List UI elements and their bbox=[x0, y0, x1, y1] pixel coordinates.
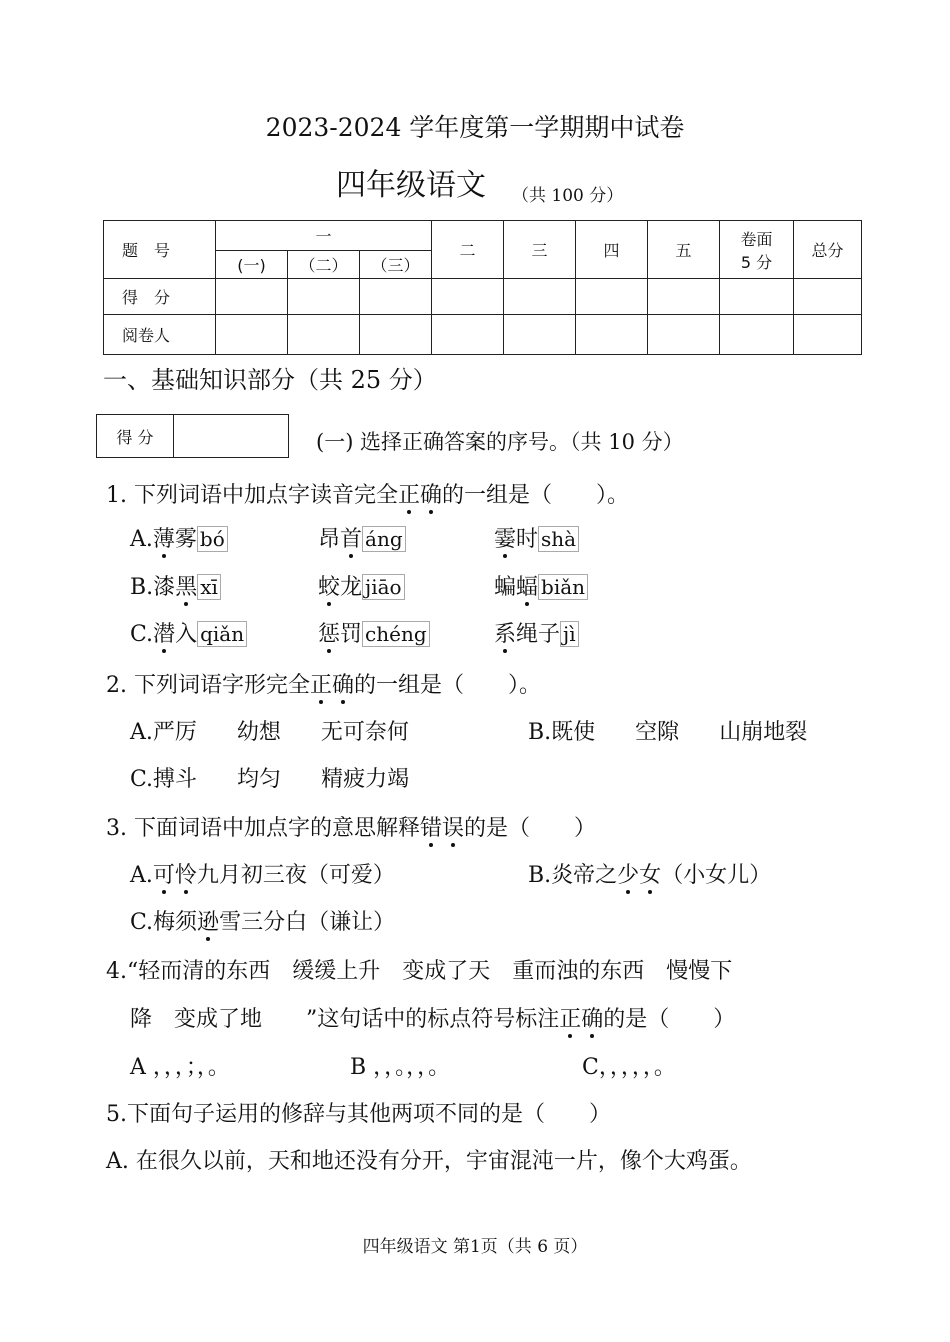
reviewer-cell[interactable] bbox=[504, 315, 576, 355]
q4-stem-line1: 4.“轻而清的东西 缓缓上升 变成了天 重而浊的东西 慢慢下 bbox=[106, 959, 733, 984]
reviewer-cell[interactable] bbox=[794, 315, 862, 355]
score-cell[interactable] bbox=[288, 279, 360, 315]
q2-option-c[interactable]: C.搏斗 均匀 精疲力竭 bbox=[130, 767, 410, 792]
q1-b-word-2: 蛟龙 jiāo bbox=[318, 570, 405, 601]
neatness-label: 卷面 bbox=[740, 229, 773, 249]
reviewer-cell[interactable] bbox=[576, 315, 648, 355]
total-points-note: （共 100 分） bbox=[512, 186, 624, 206]
pinyin: áng bbox=[362, 526, 406, 552]
q5-stem: 5.下面句子运用的修辞与其他两项不同的是（ ） bbox=[106, 1102, 611, 1127]
header-part-1: 一 bbox=[216, 221, 432, 251]
section-1-title: 一、基础知识部分（共 25 分） bbox=[103, 366, 437, 394]
score-cell[interactable] bbox=[720, 279, 794, 315]
pinyin: bó bbox=[197, 526, 228, 552]
score-cell[interactable] bbox=[504, 279, 576, 315]
q5-option-a[interactable]: A. 在很久以前，天和地还没有分开，宇宙混沌一片，像个大鸡蛋。 bbox=[106, 1149, 752, 1174]
pinyin: shà bbox=[538, 526, 579, 552]
score-cell[interactable] bbox=[432, 279, 504, 315]
q2-stem: 2. 下列词语字形完全正确的一组是（ ）。 bbox=[106, 673, 542, 698]
row-reviewer-label: 阅卷人 bbox=[104, 315, 216, 355]
row-score-label: 得 分 bbox=[104, 279, 216, 315]
header-part-2: 二 bbox=[432, 221, 504, 279]
part-1-title: (一) 选择正确答案的序号。（共 10 分） bbox=[316, 430, 684, 454]
page-footer: 四年级语文 第1页（共 6 页） bbox=[362, 1237, 588, 1257]
q2-option-a[interactable]: A.严厉 幼想 无可奈何 bbox=[130, 720, 409, 745]
q1-option-c[interactable]: C.潜入 qiǎn bbox=[130, 617, 247, 648]
q4-option-a[interactable]: A ，，，；，。 bbox=[130, 1055, 230, 1080]
header-part-4: 四 bbox=[576, 221, 648, 279]
pinyin: xī bbox=[197, 574, 221, 600]
header-sub-1: (一) bbox=[216, 251, 288, 279]
q1-c-word-3: 系绳子 jì bbox=[494, 617, 579, 648]
header-sub-2: （二） bbox=[288, 251, 360, 279]
section-score-label: 得 分 bbox=[97, 415, 174, 457]
exam-subject: 四年级语文 bbox=[336, 168, 486, 203]
q2-option-b[interactable]: B.既使 空隙 山崩地裂 bbox=[528, 720, 808, 745]
q1-b-word-3: 蝙蝠 biǎn bbox=[494, 570, 588, 601]
reviewer-cell[interactable] bbox=[432, 315, 504, 355]
q1-a-word-2: 昂首 áng bbox=[318, 522, 406, 553]
pinyin: jì bbox=[560, 621, 579, 647]
exam-title: 2023-2024 学年度第一学期期中试卷 bbox=[265, 113, 685, 142]
q4-option-c[interactable]: C，，，，，。 bbox=[582, 1055, 676, 1080]
reviewer-cell[interactable] bbox=[288, 315, 360, 355]
section-score-box bbox=[96, 414, 289, 458]
pinyin: qiǎn bbox=[197, 621, 247, 647]
reviewer-cell[interactable] bbox=[216, 315, 288, 355]
pinyin: chéng bbox=[362, 621, 430, 647]
q4-stem-line2: 降 变成了地 ”这句话中的标点符号标注正确的是（ ） bbox=[130, 1007, 736, 1032]
pinyin: biǎn bbox=[538, 574, 588, 600]
score-cell[interactable] bbox=[576, 279, 648, 315]
q1-c-word-2: 惩罚 chéng bbox=[318, 617, 430, 648]
q1-option-b[interactable]: B.漆黑 xī bbox=[130, 570, 221, 601]
header-part-3: 三 bbox=[504, 221, 576, 279]
header-neatness bbox=[720, 221, 794, 279]
q3-option-c[interactable]: C.梅须逊雪三分白（谦让） bbox=[130, 910, 396, 935]
reviewer-cell[interactable] bbox=[648, 315, 720, 355]
q1-option-a[interactable]: A.薄雾 bó bbox=[130, 522, 228, 553]
q3-option-a[interactable]: A.可怜九月初三夜（可爱） bbox=[130, 863, 395, 888]
pinyin: jiāo bbox=[362, 574, 405, 600]
neatness-points: 5 分 bbox=[740, 252, 773, 272]
score-cell[interactable] bbox=[360, 279, 432, 315]
q4-option-b[interactable]: B ，，。，，。 bbox=[350, 1055, 451, 1080]
header-question-no: 题 号 bbox=[104, 221, 216, 279]
reviewer-cell[interactable] bbox=[720, 315, 794, 355]
q1-a-word-3: 霎时 shà bbox=[494, 522, 579, 553]
score-cell[interactable] bbox=[648, 279, 720, 315]
reviewer-cell[interactable] bbox=[360, 315, 432, 355]
header-part-5: 五 bbox=[648, 221, 720, 279]
q3-stem: 3. 下面词语中加点字的意思解释错误的是（ ） bbox=[106, 816, 597, 841]
score-cell[interactable] bbox=[216, 279, 288, 315]
header-sub-3: （三） bbox=[360, 251, 432, 279]
score-table bbox=[103, 220, 862, 355]
q3-option-b[interactable]: B.炎帝之少女（小女儿） bbox=[528, 863, 772, 888]
score-cell[interactable] bbox=[794, 279, 862, 315]
header-total: 总分 bbox=[794, 221, 862, 279]
section-score-field[interactable] bbox=[175, 415, 288, 457]
q1-stem: 1. 下列词语中加点字读音完全正确的一组是（ ）。 bbox=[106, 483, 630, 508]
